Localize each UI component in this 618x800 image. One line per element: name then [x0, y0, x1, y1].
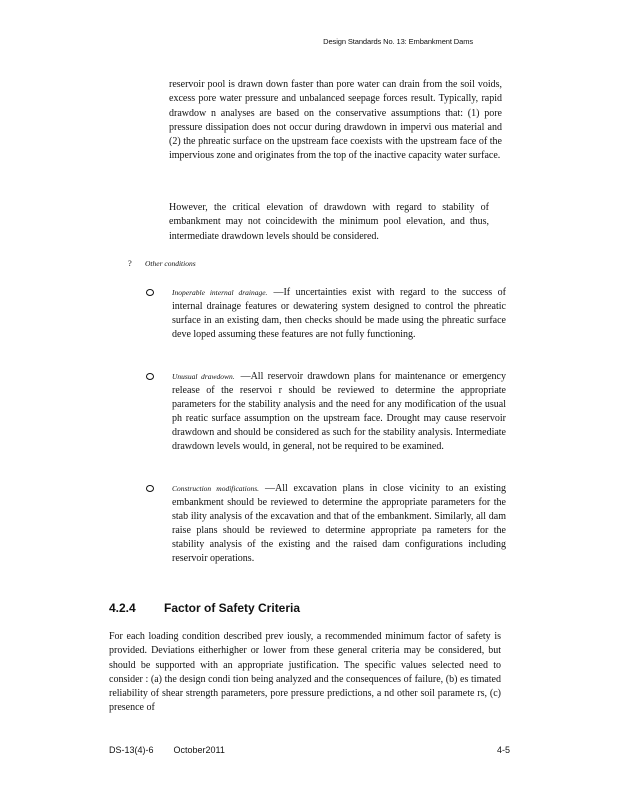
section-number: 4.2.4: [109, 601, 136, 615]
unrendered-bullet-glyph: ?: [128, 258, 132, 268]
list-item-body: —All reservoir drawdown plans for maintenance or emergency release of the reservoi r should be reviewed to determine the appropriate parameters for the stability analysis and the need for any modification of the usual ph reatic surface assumption on the upstream face. Drought may cause reservoir drawdown and should be considered as such for the stability analysis. Intermediate drawdown levels would, in general, not be required to be examined.: [172, 371, 506, 453]
circle-bullet-icon: [146, 485, 154, 492]
list-item-label: Inoperable internal drainage.: [172, 288, 268, 297]
factor-of-safety-paragraph: For each loading condition described prev iously, a recommended minimum factor of safety is provided. Deviations eitherhigher or lower from these general criteria may be considered, but should be supported with an appropriate justification. The specific values selected need to consider : (a) the design condi tion being analyzed and the consequences of failure, (b) es timated reliability of shear strength parameters, pore pressure predictions, a nd other soil paramete rs, (c) presence of: [109, 631, 501, 714]
list-item-text: [172, 482, 506, 567]
running-header: Design Standards No. 13: Embankment Dams: [323, 37, 473, 46]
footer-doc-id: DS-13(4)-6: [109, 745, 154, 755]
list-item-body: —If uncertainties exist with regard to the success of internal drainage features or dewatering system designed to control the phreatic surface in an existing dam, then checks should be made using the phreatic surface deve loped assuming these features are not fully functioning.: [172, 287, 506, 341]
list-item-text: [172, 370, 506, 455]
section-title: Factor of Safety Criteria: [164, 601, 301, 615]
drawdown-paragraph: reservoir pool is drawn down faster than pore water can drain from the soil voids, excess pore water pressure and unbalanced seepage forces result. Typically, rapid drawdow n analyses are based on the conservative assumptions that: (1) pore pressure dissipation does not occur during drawdown in impervi ous material and (2) the phreatic surface on the upstream face coexists with the upstream face of the impervious zone and originates from the top of the inactive capacity water surface.: [169, 79, 502, 162]
other-conditions-heading: Other conditions: [145, 259, 196, 268]
list-item-label: Unusual drawdown.: [172, 372, 235, 381]
list-item-label: Construction modifications.: [172, 484, 260, 493]
list-item-body: —All excavation plans in close vicinity to an existing embankment should be reviewed to determine the appropriate parameters for the stab ility analysis of the excavation and that of the embankment. Similarly, all dam raise plans should be reviewed to determine appropriate pa rameters for the stability analysis of the existing and the raised dam configurations including reservoir operations.: [172, 483, 506, 565]
footer-date: October2011: [173, 745, 225, 755]
critical-elevation-paragraph: However, the critical elevation of drawdown with regard to stability of embankment may not coincidewith the minimum pool elevation, and thus, intermediate drawdown levels should be considered.: [169, 202, 489, 242]
circle-bullet-icon: [146, 373, 154, 380]
footer-left: [109, 745, 225, 755]
page-number: 4-5: [496, 745, 510, 755]
circle-bullet-icon: [146, 289, 154, 296]
list-item-text: [172, 286, 506, 342]
section-heading: [109, 601, 300, 615]
